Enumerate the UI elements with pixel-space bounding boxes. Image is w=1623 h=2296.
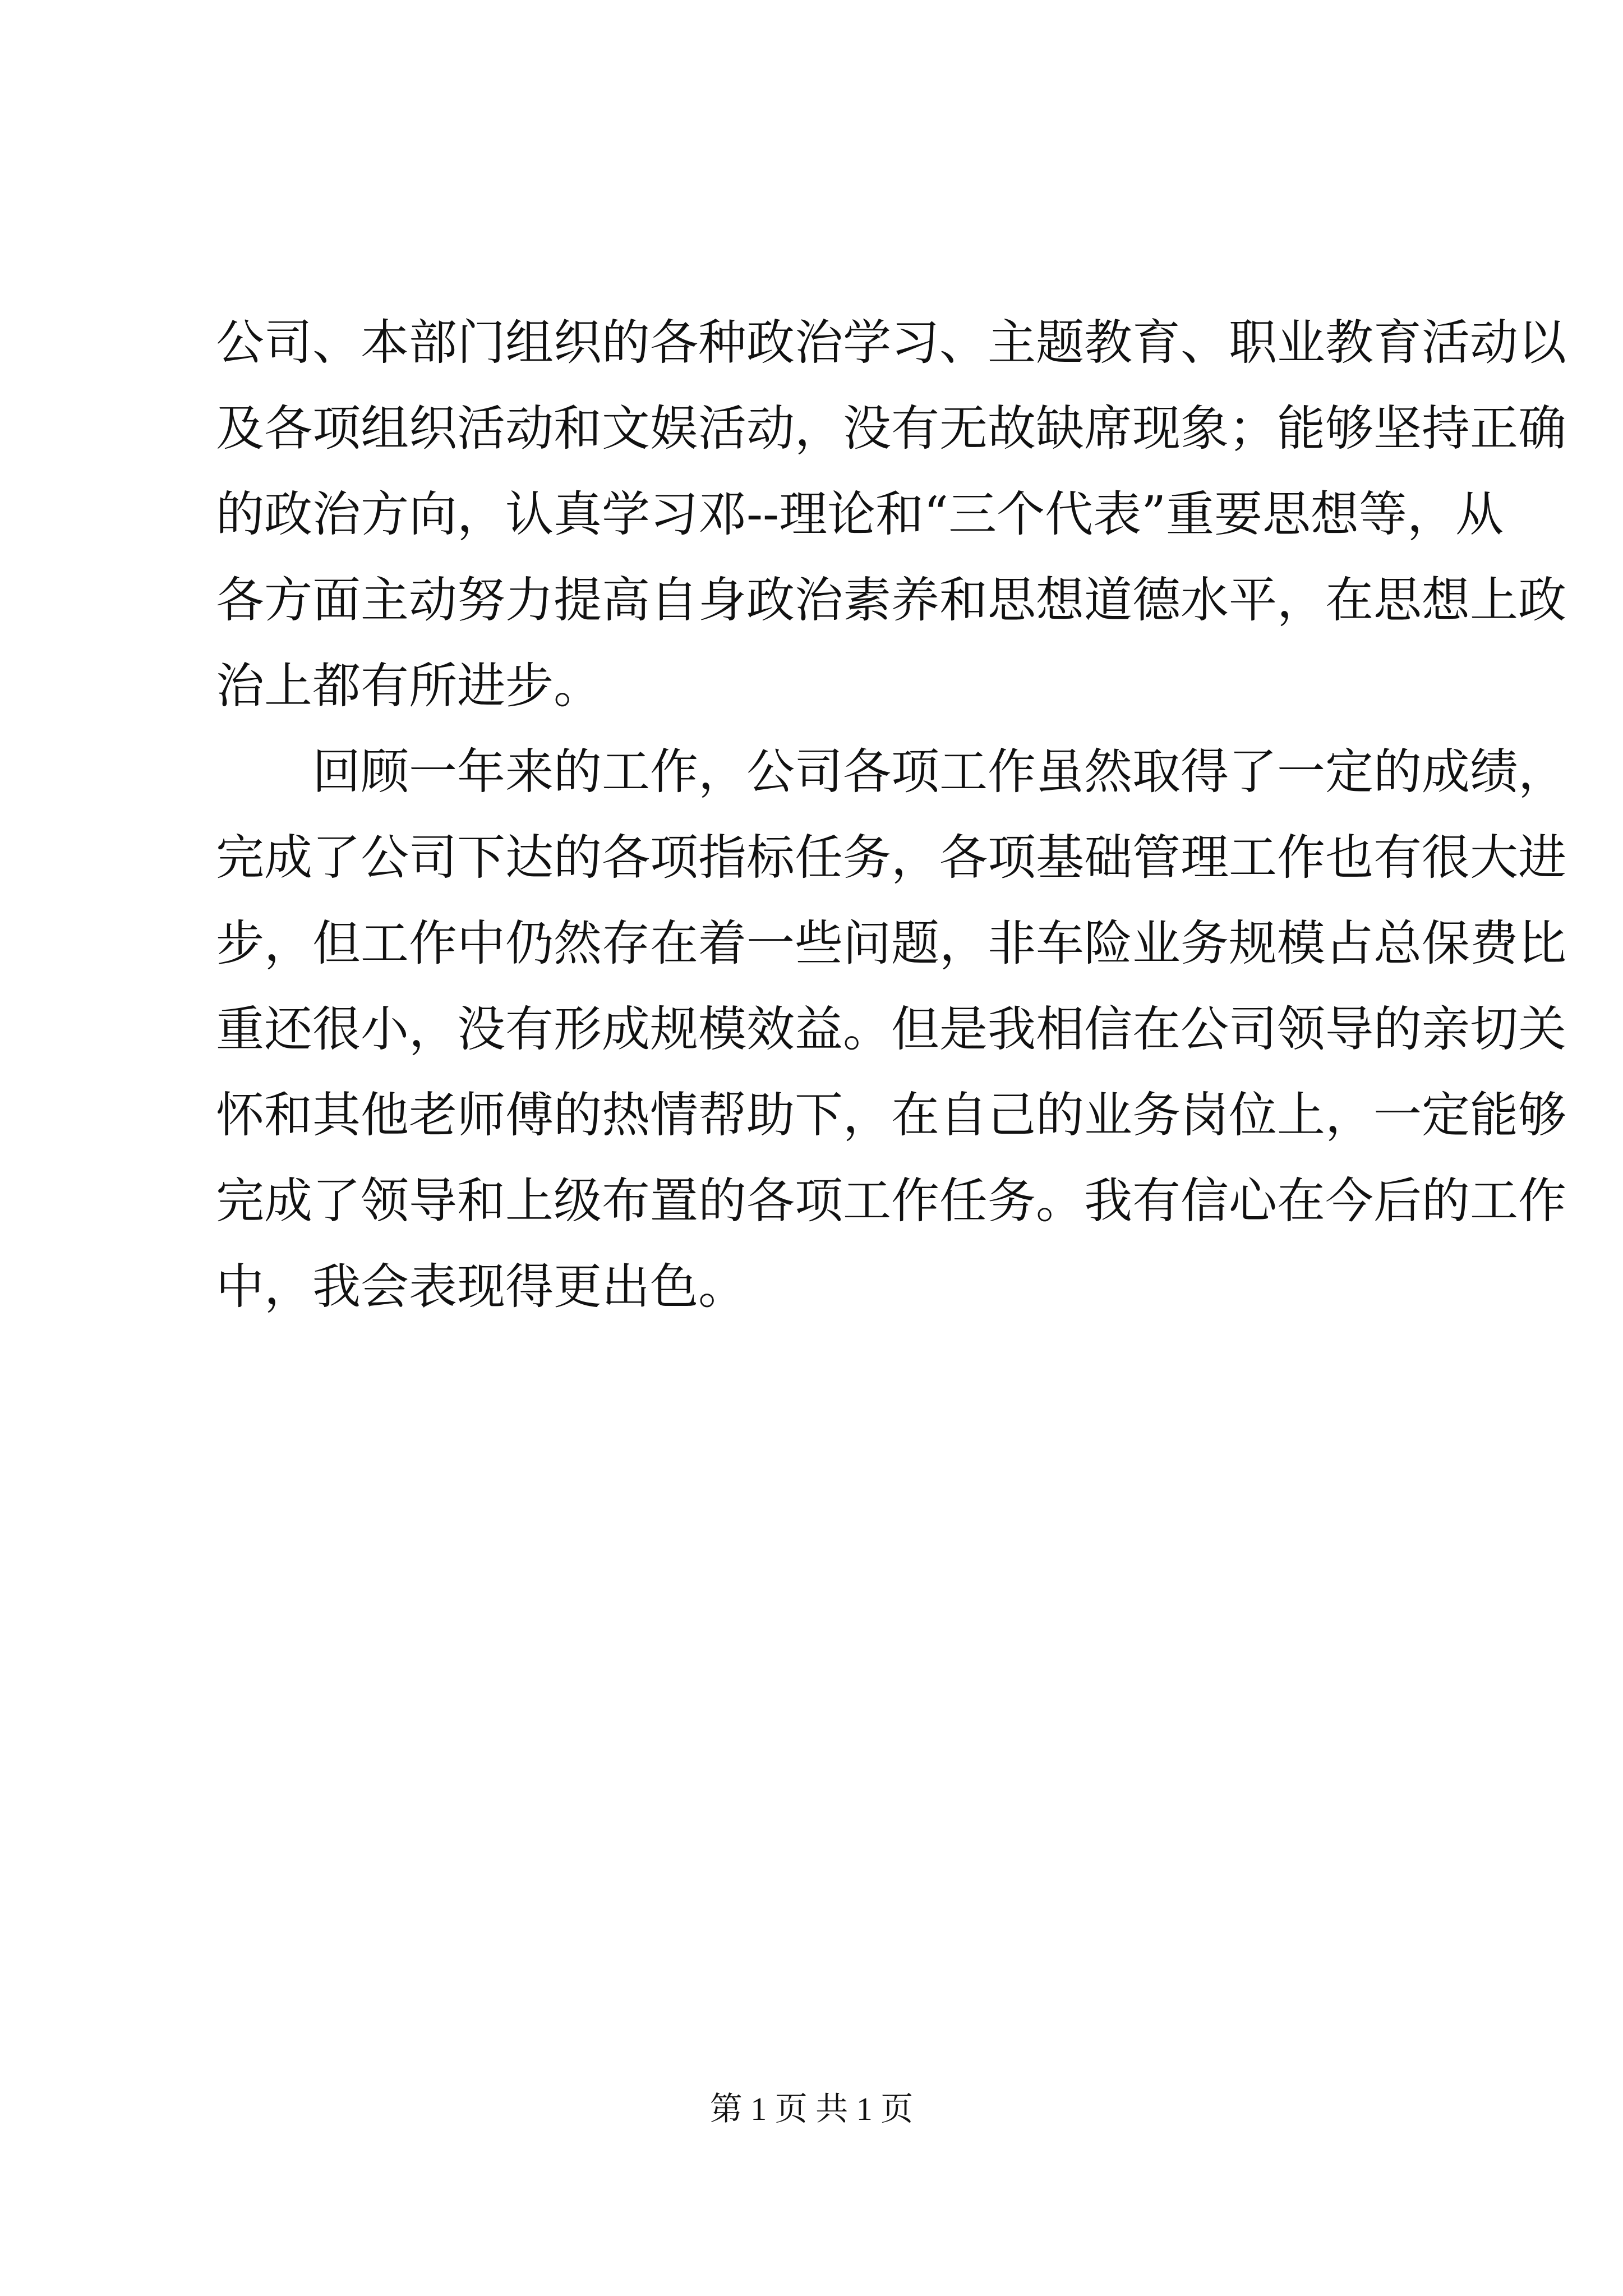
paragraph-1-line-1: 公司、本部门组织的各种政治学习、主题教育、职业教育活动以 [216,315,1566,371]
paragraph-2-line-3: 步，但工作中仍然存在着一些问题，非车险业务规模占总保费比 [216,915,1566,972]
paragraph-1-line-4: 各方面主动努力提高自身政治素养和思想道德水平，在思想上政 [216,572,1566,628]
paragraph-1-line-5: 治上都有所进步。 [216,658,602,714]
page-footer: 第 1 页 共 1 页 [709,2091,914,2127]
paragraph-1-line-2: 及各项组织活动和文娱活动，没有无故缺席现象；能够坚持正确 [216,401,1566,457]
paragraph-2-line-4: 重还很小，没有形成规模效益。但是我相信在公司领导的亲切关 [216,1001,1566,1057]
body-text [216,300,1566,1330]
paragraph-2-line-2: 完成了公司下达的各项指标任务，各项基础管理工作也有很大进 [216,830,1566,886]
paragraph-2-line-6: 完成了领导和上级布置的各项工作任务。我有信心在今后的工作 [216,1173,1566,1229]
paragraph-2-line-5: 怀和其他老师傅的热情帮助下，在自己的业务岗位上，一定能够 [216,1087,1566,1143]
paragraph-2-line-1: 回顾一年来的工作，公司各项工作虽然取得了一定的成绩， [312,744,1566,800]
paragraph-1-line-3: 的政治方向，认真学习邓--理论和“三个代表”重要思想等，从 [216,486,1504,542]
paragraph-2-line-7: 中，我会表现得更出色。 [216,1259,746,1315]
